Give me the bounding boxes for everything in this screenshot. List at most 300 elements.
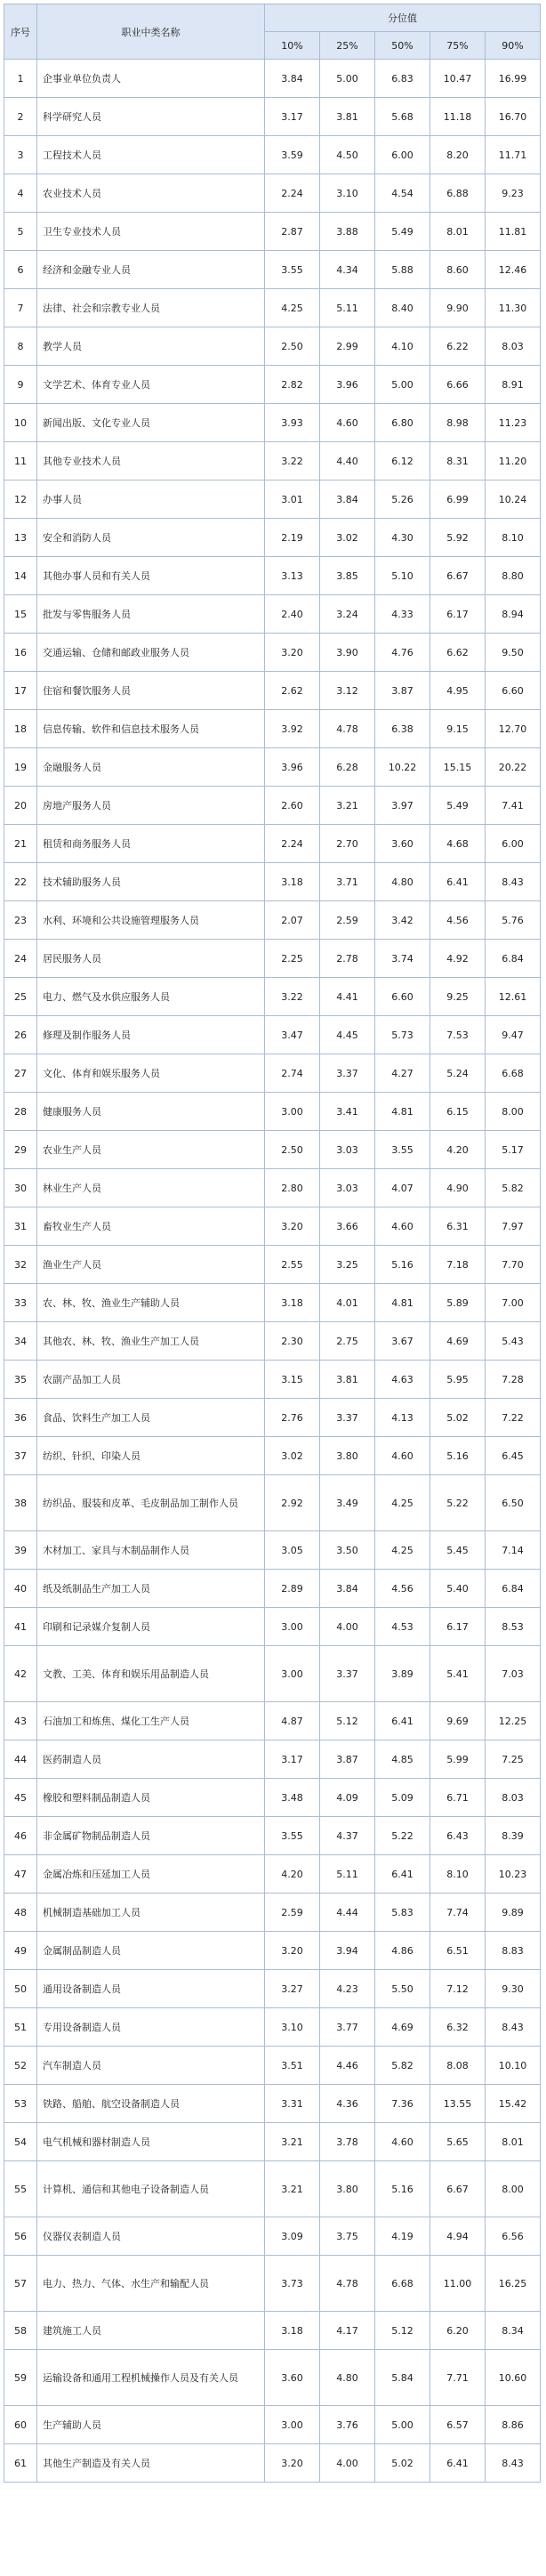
p75-cell: 6.20 xyxy=(430,2312,486,2350)
p10-cell: 2.24 xyxy=(265,174,320,213)
p90-cell: 8.39 xyxy=(486,1817,541,1855)
p50-cell: 4.10 xyxy=(375,327,430,366)
p10-cell: 3.10 xyxy=(265,2008,320,2047)
p10-cell: 3.31 xyxy=(265,2085,320,2123)
occupation-cell: 运输设备和通用工程机械操作人员及有关人员 xyxy=(37,2350,265,2406)
p50-cell: 4.27 xyxy=(375,1054,430,1093)
p90-cell: 16.70 xyxy=(486,98,541,136)
p50-cell: 5.00 xyxy=(375,366,430,404)
p25-cell: 3.66 xyxy=(320,1207,375,1246)
p25-cell: 2.75 xyxy=(320,1322,375,1361)
p10-cell: 2.80 xyxy=(265,1169,320,1207)
p75-cell: 11.00 xyxy=(430,2256,486,2312)
p90-cell: 15.42 xyxy=(486,2085,541,2123)
table-row xyxy=(4,2008,541,2047)
p25-cell: 3.41 xyxy=(320,1093,375,1131)
p90-cell: 7.00 xyxy=(486,1284,541,1322)
p10-cell: 3.20 xyxy=(265,1932,320,1970)
p25-cell: 5.11 xyxy=(320,289,375,327)
table-row xyxy=(4,136,541,174)
occupation-cell: 通用设备制造人员 xyxy=(37,1970,265,2008)
p75-cell: 8.10 xyxy=(430,1855,486,1894)
occupation-cell: 交通运输、仓储和邮政业服务人员 xyxy=(37,634,265,672)
seq-cell: 1 xyxy=(4,60,37,98)
p50-cell: 5.50 xyxy=(375,1970,430,2008)
table-body xyxy=(4,60,541,2483)
table-row xyxy=(4,1970,541,2008)
occupation-cell: 法律、社会和宗教专业人员 xyxy=(37,289,265,327)
seq-cell: 61 xyxy=(4,2444,37,2483)
table-row xyxy=(4,2161,541,2217)
seq-cell: 58 xyxy=(4,2312,37,2350)
occupation-cell: 教学人员 xyxy=(37,327,265,366)
occupation-cell: 机械制造基础加工人员 xyxy=(37,1894,265,1932)
table-row xyxy=(4,1207,541,1246)
p10-cell: 2.55 xyxy=(265,1246,320,1284)
p10-cell: 3.20 xyxy=(265,2444,320,2483)
seq-cell: 13 xyxy=(4,519,37,557)
occupation-cell: 水利、环境和公共设施管理服务人员 xyxy=(37,901,265,940)
p25-cell: 4.37 xyxy=(320,1817,375,1855)
p50-cell: 4.30 xyxy=(375,519,430,557)
p90-cell: 8.53 xyxy=(486,1608,541,1646)
occupation-cell: 非金属矿物制品制造人员 xyxy=(37,1817,265,1855)
occupation-cell: 批发与零售服务人员 xyxy=(37,595,265,634)
seq-cell: 53 xyxy=(4,2085,37,2123)
occupation-cell: 金融服务人员 xyxy=(37,748,265,787)
seq-cell: 46 xyxy=(4,1817,37,1855)
seq-cell: 15 xyxy=(4,595,37,634)
occupation-cell: 林业生产人员 xyxy=(37,1169,265,1207)
p25-cell: 4.09 xyxy=(320,1779,375,1817)
p75-cell: 13.55 xyxy=(430,2085,486,2123)
occupation-cell: 文教、工美、体育和娱乐用品制造人员 xyxy=(37,1646,265,1702)
p90-cell: 5.43 xyxy=(486,1322,541,1361)
seq-cell: 39 xyxy=(4,1531,37,1570)
p25-cell: 4.23 xyxy=(320,1970,375,2008)
p75-cell: 6.71 xyxy=(430,1779,486,1817)
seq-cell: 37 xyxy=(4,1437,37,1475)
p75-cell: 4.56 xyxy=(430,901,486,940)
p75-cell: 8.31 xyxy=(430,442,486,480)
p50-cell: 10.22 xyxy=(375,748,430,787)
p25-cell: 3.94 xyxy=(320,1932,375,1970)
p50-cell: 4.54 xyxy=(375,174,430,213)
p25-cell: 4.50 xyxy=(320,136,375,174)
seq-cell: 43 xyxy=(4,1702,37,1740)
table-row xyxy=(4,289,541,327)
seq-cell: 19 xyxy=(4,748,37,787)
occupation-cell: 修理及制作服务人员 xyxy=(37,1016,265,1054)
p75-cell: 5.92 xyxy=(430,519,486,557)
p75-cell: 8.60 xyxy=(430,251,486,289)
p75-cell: 6.99 xyxy=(430,480,486,519)
occupation-cell: 企事业单位负责人 xyxy=(37,60,265,98)
occupation-cell: 其他生产制造及有关人员 xyxy=(37,2444,265,2483)
p75-cell: 5.41 xyxy=(430,1646,486,1702)
p90-cell: 8.83 xyxy=(486,1932,541,1970)
occupation-cell: 纸及纸制品生产加工人员 xyxy=(37,1570,265,1608)
quantile-group-header: 分位值 xyxy=(265,4,541,32)
p25-cell: 3.80 xyxy=(320,2161,375,2217)
p50-cell: 5.09 xyxy=(375,1779,430,1817)
occupation-cell: 石油加工和炼焦、煤化工生产人员 xyxy=(37,1702,265,1740)
p75-cell: 6.17 xyxy=(430,1608,486,1646)
p90-cell: 6.45 xyxy=(486,1437,541,1475)
seq-cell: 30 xyxy=(4,1169,37,1207)
p25-cell: 4.80 xyxy=(320,2350,375,2406)
p75-cell: 15.15 xyxy=(430,748,486,787)
occupation-cell: 橡胶和塑料制品制造人员 xyxy=(37,1779,265,1817)
p25-cell: 3.37 xyxy=(320,1646,375,1702)
seq-cell: 14 xyxy=(4,557,37,595)
p10-cell: 4.20 xyxy=(265,1855,320,1894)
p25-cell: 3.80 xyxy=(320,1437,375,1475)
p25-cell: 4.60 xyxy=(320,404,375,442)
p10-cell: 3.18 xyxy=(265,2312,320,2350)
p25-cell: 3.03 xyxy=(320,1169,375,1207)
p25-cell: 4.34 xyxy=(320,251,375,289)
p90-cell: 5.17 xyxy=(486,1131,541,1169)
table-row xyxy=(4,1361,541,1399)
table-row xyxy=(4,748,541,787)
p25-cell: 3.84 xyxy=(320,480,375,519)
seq-cell: 59 xyxy=(4,2350,37,2406)
table-row xyxy=(4,863,541,901)
p90-cell: 5.82 xyxy=(486,1169,541,1207)
p50-cell: 4.53 xyxy=(375,1608,430,1646)
table-header xyxy=(4,4,541,60)
occupation-cell: 纺织品、服装和皮革、毛皮制品加工制作人员 xyxy=(37,1475,265,1531)
p75-cell: 10.47 xyxy=(430,60,486,98)
seq-cell: 50 xyxy=(4,1970,37,2008)
seq-cell: 49 xyxy=(4,1932,37,1970)
p25-cell: 4.78 xyxy=(320,710,375,748)
p90-cell: 20.22 xyxy=(486,748,541,787)
seq-cell: 47 xyxy=(4,1855,37,1894)
p50-cell: 4.25 xyxy=(375,1475,430,1531)
occupation-cell: 其他专业技术人员 xyxy=(37,442,265,480)
seq-header: 序号 xyxy=(4,4,37,60)
occupation-cell: 建筑施工人员 xyxy=(37,2312,265,2350)
p25-cell: 3.49 xyxy=(320,1475,375,1531)
p75-cell: 5.40 xyxy=(430,1570,486,1608)
p90-cell: 11.23 xyxy=(486,404,541,442)
p50-cell: 3.42 xyxy=(375,901,430,940)
table-row xyxy=(4,366,541,404)
p10-cell: 3.18 xyxy=(265,1284,320,1322)
p25-cell: 5.00 xyxy=(320,60,375,98)
p90-cell: 8.01 xyxy=(486,2123,541,2161)
seq-cell: 40 xyxy=(4,1570,37,1608)
p10-cell: 4.87 xyxy=(265,1702,320,1740)
p75-cell: 7.12 xyxy=(430,1970,486,2008)
p50-cell: 4.60 xyxy=(375,1207,430,1246)
p75-cell: 9.25 xyxy=(430,978,486,1016)
seq-cell: 57 xyxy=(4,2256,37,2312)
p50-cell: 4.81 xyxy=(375,1284,430,1322)
p90-cell: 8.34 xyxy=(486,2312,541,2350)
p10-header: 10% xyxy=(265,32,320,60)
p75-cell: 6.15 xyxy=(430,1093,486,1131)
p10-cell: 2.07 xyxy=(265,901,320,940)
occupation-cell: 金属冶炼和压延加工人员 xyxy=(37,1855,265,1894)
occupation-cell: 卫生专业技术人员 xyxy=(37,213,265,251)
occupation-cell: 纺织、针织、印染人员 xyxy=(37,1437,265,1475)
occupation-cell: 工程技术人员 xyxy=(37,136,265,174)
p25-cell: 3.10 xyxy=(320,174,375,213)
p50-cell: 3.55 xyxy=(375,1131,430,1169)
p25-cell: 6.28 xyxy=(320,748,375,787)
p50-cell: 4.86 xyxy=(375,1932,430,1970)
p50-header: 50% xyxy=(375,32,430,60)
occupation-cell: 其他办事人员和有关人员 xyxy=(37,557,265,595)
p75-cell: 4.68 xyxy=(430,825,486,863)
seq-cell: 27 xyxy=(4,1054,37,1093)
p90-cell: 7.03 xyxy=(486,1646,541,1702)
occupation-cell: 电力、热力、气体、水生产和输配人员 xyxy=(37,2256,265,2312)
p25-cell: 2.70 xyxy=(320,825,375,863)
table-row xyxy=(4,634,541,672)
occupation-cell: 汽车制造人员 xyxy=(37,2047,265,2085)
seq-cell: 9 xyxy=(4,366,37,404)
p25-cell: 3.84 xyxy=(320,1570,375,1608)
p25-header: 25% xyxy=(320,32,375,60)
occupation-cell: 房地产服务人员 xyxy=(37,787,265,825)
table-row xyxy=(4,1608,541,1646)
seq-cell: 23 xyxy=(4,901,37,940)
p50-cell: 6.41 xyxy=(375,1855,430,1894)
occupation-cell: 农、林、牧、渔业生产辅助人员 xyxy=(37,1284,265,1322)
p10-cell: 3.48 xyxy=(265,1779,320,1817)
p90-cell: 9.47 xyxy=(486,1016,541,1054)
p50-cell: 4.69 xyxy=(375,2008,430,2047)
p25-cell: 3.25 xyxy=(320,1246,375,1284)
p25-cell: 3.85 xyxy=(320,557,375,595)
p25-cell: 3.81 xyxy=(320,1361,375,1399)
p75-cell: 5.65 xyxy=(430,2123,486,2161)
p10-cell: 3.59 xyxy=(265,136,320,174)
p75-cell: 4.20 xyxy=(430,1131,486,1169)
table-row xyxy=(4,2256,541,2312)
p90-cell: 10.23 xyxy=(486,1855,541,1894)
p90-cell: 9.89 xyxy=(486,1894,541,1932)
p90-cell: 12.61 xyxy=(486,978,541,1016)
table-row xyxy=(4,901,541,940)
p50-cell: 4.07 xyxy=(375,1169,430,1207)
p75-cell: 6.67 xyxy=(430,557,486,595)
p10-cell: 3.15 xyxy=(265,1361,320,1399)
p25-cell: 3.37 xyxy=(320,1399,375,1437)
seq-cell: 17 xyxy=(4,672,37,710)
p75-cell: 8.20 xyxy=(430,136,486,174)
p25-cell: 3.02 xyxy=(320,519,375,557)
seq-cell: 55 xyxy=(4,2161,37,2217)
p90-cell: 8.91 xyxy=(486,366,541,404)
p50-cell: 4.63 xyxy=(375,1361,430,1399)
table-row xyxy=(4,1646,541,1702)
p75-cell: 6.57 xyxy=(430,2406,486,2444)
p75-cell: 9.69 xyxy=(430,1702,486,1740)
p10-cell: 2.60 xyxy=(265,787,320,825)
p50-cell: 6.60 xyxy=(375,978,430,1016)
p90-cell: 11.20 xyxy=(486,442,541,480)
p75-cell: 6.88 xyxy=(430,174,486,213)
p90-cell: 8.00 xyxy=(486,1093,541,1131)
p75-cell: 5.99 xyxy=(430,1740,486,1779)
p90-cell: 8.43 xyxy=(486,2008,541,2047)
table-row xyxy=(4,2312,541,2350)
p10-cell: 2.87 xyxy=(265,213,320,251)
p50-cell: 4.19 xyxy=(375,2217,430,2256)
p90-cell: 8.94 xyxy=(486,595,541,634)
p25-cell: 3.03 xyxy=(320,1131,375,1169)
p50-cell: 3.89 xyxy=(375,1646,430,1702)
p25-cell: 3.90 xyxy=(320,634,375,672)
p90-cell: 8.43 xyxy=(486,2444,541,2483)
p75-cell: 5.16 xyxy=(430,1437,486,1475)
seq-cell: 6 xyxy=(4,251,37,289)
table-row xyxy=(4,1131,541,1169)
occupation-cell: 电力、燃气及水供应服务人员 xyxy=(37,978,265,1016)
occupation-cell: 租赁和商务服务人员 xyxy=(37,825,265,863)
p50-cell: 5.22 xyxy=(375,1817,430,1855)
seq-cell: 4 xyxy=(4,174,37,213)
p75-cell: 7.18 xyxy=(430,1246,486,1284)
p10-cell: 2.24 xyxy=(265,825,320,863)
seq-cell: 22 xyxy=(4,863,37,901)
p50-cell: 5.16 xyxy=(375,1246,430,1284)
table-row xyxy=(4,60,541,98)
p90-header: 90% xyxy=(486,32,541,60)
seq-cell: 52 xyxy=(4,2047,37,2085)
p10-cell: 3.51 xyxy=(265,2047,320,2085)
occupation-cell: 居民服务人员 xyxy=(37,940,265,978)
p90-cell: 7.25 xyxy=(486,1740,541,1779)
occupation-cell: 其他农、林、牧、渔业生产加工人员 xyxy=(37,1322,265,1361)
p90-cell: 6.50 xyxy=(486,1475,541,1531)
table-row xyxy=(4,1093,541,1131)
occupation-cell: 仪器仪表制造人员 xyxy=(37,2217,265,2256)
occupation-cell: 安全和消防人员 xyxy=(37,519,265,557)
p90-cell: 16.99 xyxy=(486,60,541,98)
p10-cell: 2.30 xyxy=(265,1322,320,1361)
table-row xyxy=(4,1702,541,1740)
seq-cell: 24 xyxy=(4,940,37,978)
p10-cell: 3.55 xyxy=(265,1817,320,1855)
p75-cell: 4.92 xyxy=(430,940,486,978)
p50-cell: 4.25 xyxy=(375,1531,430,1570)
occupation-cell: 办事人员 xyxy=(37,480,265,519)
table-row xyxy=(4,1399,541,1437)
p50-cell: 3.74 xyxy=(375,940,430,978)
p10-cell: 3.21 xyxy=(265,2161,320,2217)
p50-cell: 4.76 xyxy=(375,634,430,672)
p75-cell: 9.15 xyxy=(430,710,486,748)
p50-cell: 5.68 xyxy=(375,98,430,136)
p90-cell: 12.46 xyxy=(486,251,541,289)
seq-cell: 48 xyxy=(4,1894,37,1932)
p25-cell: 3.12 xyxy=(320,672,375,710)
occupation-cell: 农业技术人员 xyxy=(37,174,265,213)
p50-cell: 6.80 xyxy=(375,404,430,442)
p10-cell: 2.62 xyxy=(265,672,320,710)
p75-header: 75% xyxy=(430,32,486,60)
table-row xyxy=(4,2217,541,2256)
p75-cell: 6.66 xyxy=(430,366,486,404)
p25-cell: 2.78 xyxy=(320,940,375,978)
p90-cell: 6.68 xyxy=(486,1054,541,1093)
occupation-cell: 科学研究人员 xyxy=(37,98,265,136)
table-row xyxy=(4,519,541,557)
table-row xyxy=(4,1054,541,1093)
seq-cell: 41 xyxy=(4,1608,37,1646)
seq-cell: 26 xyxy=(4,1016,37,1054)
table-row xyxy=(4,1894,541,1932)
p25-cell: 4.41 xyxy=(320,978,375,1016)
p10-cell: 3.47 xyxy=(265,1016,320,1054)
p10-cell: 2.74 xyxy=(265,1054,320,1093)
occupation-cell: 新闻出版、文化专业人员 xyxy=(37,404,265,442)
table-row xyxy=(4,1531,541,1570)
p10-cell: 3.84 xyxy=(265,60,320,98)
p25-cell: 4.40 xyxy=(320,442,375,480)
p75-cell: 9.90 xyxy=(430,289,486,327)
p10-cell: 2.89 xyxy=(265,1570,320,1608)
p10-cell: 3.18 xyxy=(265,863,320,901)
p50-cell: 5.10 xyxy=(375,557,430,595)
p25-cell: 4.17 xyxy=(320,2312,375,2350)
p25-cell: 3.78 xyxy=(320,2123,375,2161)
occupation-cell: 经济和金融专业人员 xyxy=(37,251,265,289)
p90-cell: 7.14 xyxy=(486,1531,541,1570)
p75-cell: 4.95 xyxy=(430,672,486,710)
p75-cell: 4.94 xyxy=(430,2217,486,2256)
p50-cell: 5.82 xyxy=(375,2047,430,2085)
table-row xyxy=(4,404,541,442)
table-row xyxy=(4,2047,541,2085)
p10-cell: 2.40 xyxy=(265,595,320,634)
table-row xyxy=(4,787,541,825)
seq-cell: 28 xyxy=(4,1093,37,1131)
p90-cell: 5.76 xyxy=(486,901,541,940)
p90-cell: 6.00 xyxy=(486,825,541,863)
table-row xyxy=(4,1284,541,1322)
table-row xyxy=(4,2085,541,2123)
p25-cell: 2.99 xyxy=(320,327,375,366)
p50-cell: 6.68 xyxy=(375,2256,430,2312)
table-row xyxy=(4,327,541,366)
p90-cell: 9.23 xyxy=(486,174,541,213)
p50-cell: 4.85 xyxy=(375,1740,430,1779)
p90-cell: 11.30 xyxy=(486,289,541,327)
table-row xyxy=(4,595,541,634)
p10-cell: 3.60 xyxy=(265,2350,320,2406)
salary-table-wrapper xyxy=(4,4,540,2483)
occupation-cell: 印刷和记录媒介复制人员 xyxy=(37,1608,265,1646)
p10-cell: 3.92 xyxy=(265,710,320,748)
seq-cell: 34 xyxy=(4,1322,37,1361)
occupation-cell: 渔业生产人员 xyxy=(37,1246,265,1284)
seq-cell: 60 xyxy=(4,2406,37,2444)
p50-cell: 3.87 xyxy=(375,672,430,710)
p10-cell: 3.96 xyxy=(265,748,320,787)
table-row xyxy=(4,978,541,1016)
seq-cell: 56 xyxy=(4,2217,37,2256)
p75-cell: 5.95 xyxy=(430,1361,486,1399)
p50-cell: 5.84 xyxy=(375,2350,430,2406)
table-row xyxy=(4,557,541,595)
